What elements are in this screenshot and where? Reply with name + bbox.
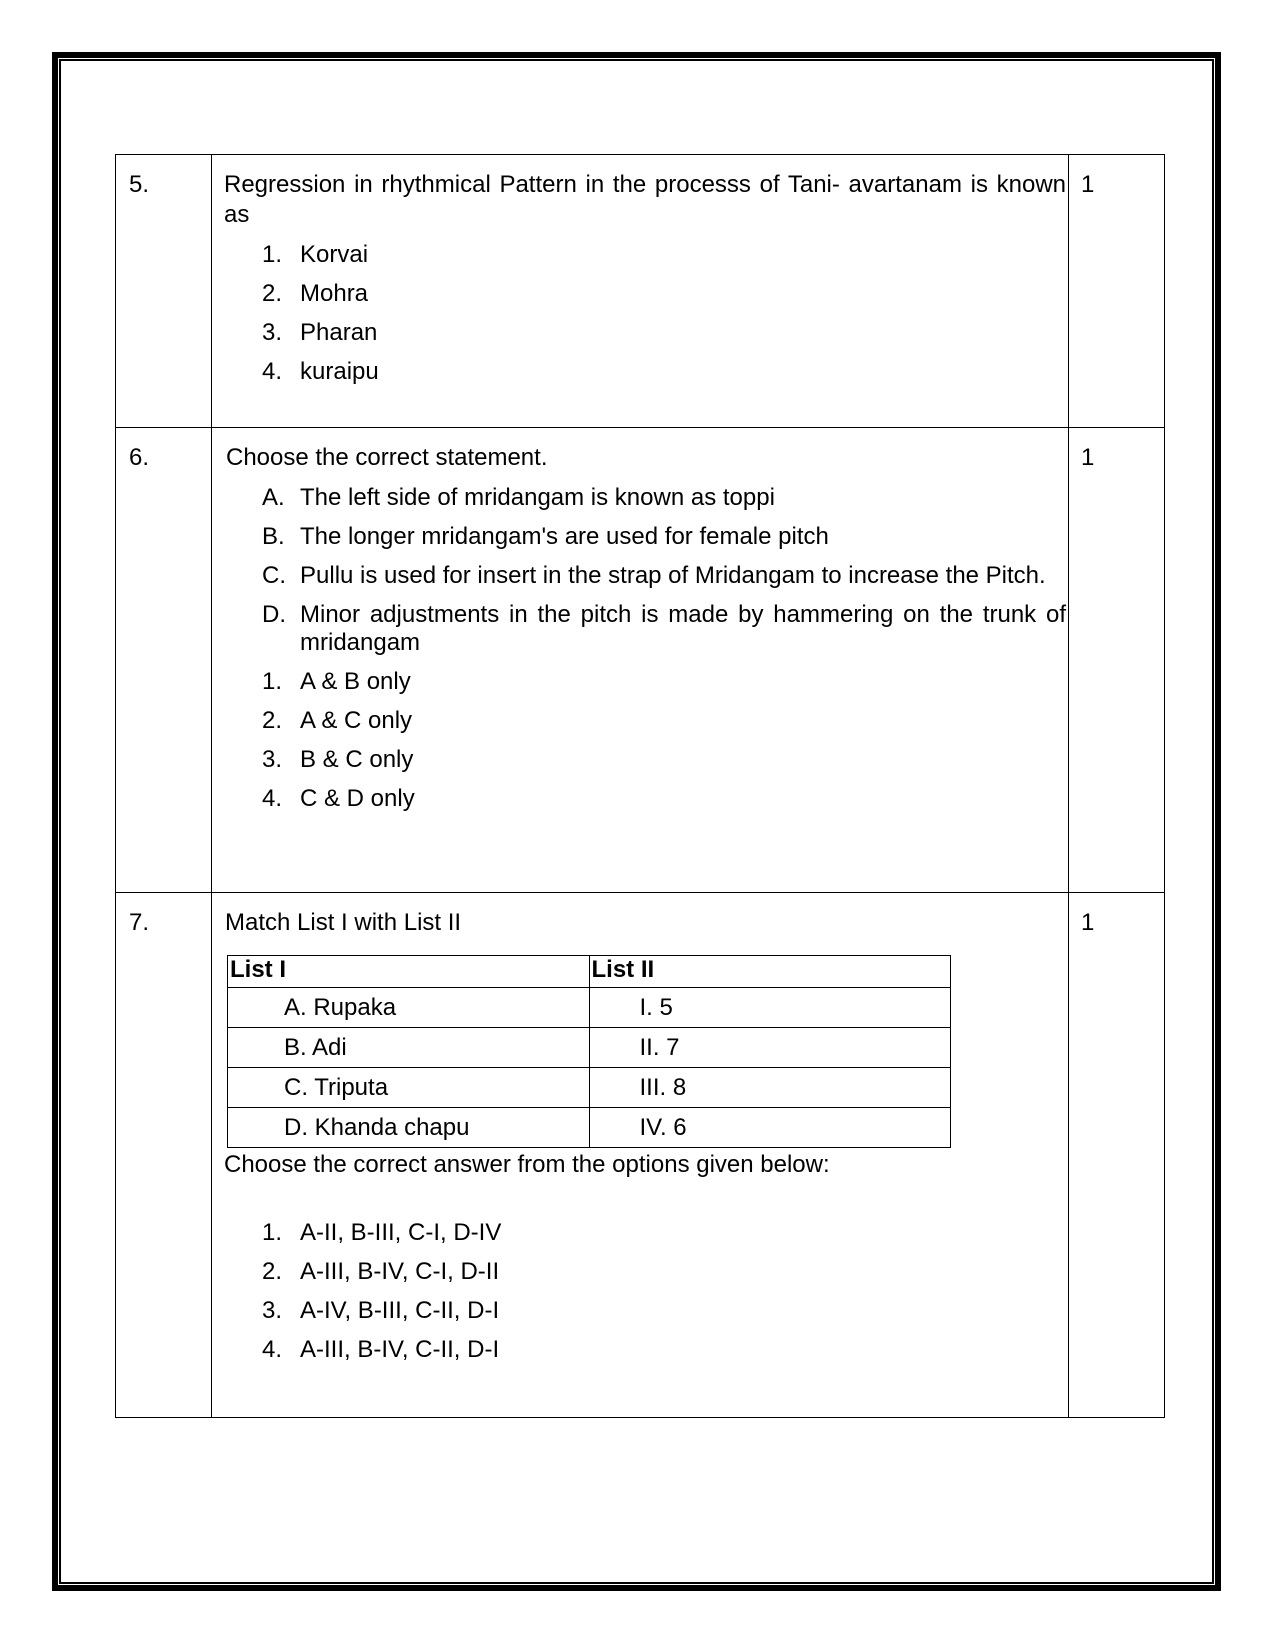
question-marks: 1: [1069, 893, 1165, 1418]
option-label: 4.: [262, 785, 283, 812]
option-text: A & C only: [300, 707, 413, 734]
match-row: [228, 1028, 951, 1068]
option-item: [224, 358, 1066, 386]
option-item: [224, 668, 1066, 696]
question-number: 7.: [116, 893, 212, 1418]
option-item: [224, 319, 1066, 347]
list-i-item: C. Triputa: [228, 1068, 590, 1108]
option-label: 3.: [262, 319, 283, 346]
option-item: [224, 746, 1066, 774]
option-item: [224, 1336, 1066, 1364]
option-label: 3.: [262, 746, 283, 773]
spacer: [224, 1180, 1066, 1208]
option-item: [224, 1297, 1066, 1325]
match-table: [227, 955, 951, 1148]
option-text: Korvai: [300, 241, 369, 268]
question-number: 5.: [116, 155, 212, 428]
list-i-item: B. Adi: [228, 1028, 590, 1068]
statement-text: Pullu is used for insert in the strap of Mridangam to increase the Pitch.: [300, 562, 1046, 589]
option-text: Pharan: [300, 319, 378, 346]
list-ii-header: List II: [589, 956, 951, 988]
option-text: A-III, B-IV, C-II, D-I: [300, 1336, 500, 1363]
question-table: [115, 154, 1165, 1418]
match-row: [228, 988, 951, 1028]
option-label: 4.: [262, 1336, 283, 1363]
option-label: 1.: [262, 241, 283, 268]
statement-item: [224, 562, 1066, 590]
question-body: [212, 893, 1069, 1418]
option-text: A-III, B-IV, C-I, D-II: [300, 1258, 500, 1285]
statement-label: B.: [262, 523, 285, 550]
statement-label: C.: [262, 562, 286, 589]
statement-item: [224, 601, 1066, 657]
option-label: 3.: [262, 1297, 283, 1324]
option-label: 2.: [262, 1258, 283, 1285]
option-text: A & B only: [300, 668, 411, 695]
option-item: [224, 1258, 1066, 1286]
list-i-item: A. Rupaka: [228, 988, 590, 1028]
statement-list: [224, 484, 1066, 657]
statement-text: The left side of mridangam is known as toppi: [300, 484, 775, 511]
statement-label: D.: [262, 601, 286, 628]
option-list: [224, 668, 1066, 813]
question-stem: Regression in rhythmical Pattern in the processs of Tani- avartanam is known as: [224, 171, 1066, 228]
option-label: 4.: [262, 358, 283, 385]
question-body: [212, 428, 1069, 893]
question-marks: 1: [1069, 155, 1165, 428]
statement-item: [224, 523, 1066, 551]
list-i-item: D. Khanda chapu: [228, 1108, 590, 1148]
option-text: A-II, B-III, C-I, D-IV: [300, 1219, 502, 1246]
option-item: [224, 707, 1066, 735]
question-row-5: [116, 155, 1165, 428]
instruction-text: Choose the correct answer from the options given below:: [224, 1151, 830, 1178]
option-label: 1.: [262, 668, 283, 695]
option-text: kuraipu: [300, 358, 379, 385]
question-row-7: [116, 893, 1165, 1418]
option-text: A-IV, B-III, C-II, D-I: [300, 1297, 500, 1324]
option-list: [224, 241, 1066, 386]
question-marks: 1: [1069, 428, 1165, 893]
option-item: [224, 1219, 1066, 1247]
option-text: B & C only: [300, 746, 414, 773]
option-item: [224, 280, 1066, 308]
option-label: 2.: [262, 280, 283, 307]
match-row: [228, 1108, 951, 1148]
list-i-header: List I: [228, 956, 590, 988]
list-ii-item: II. 7: [589, 1028, 951, 1068]
statement-text: The longer mridangam's are used for female pitch: [300, 523, 829, 550]
statement-text: Minor adjustments in the pitch is made by hammering on the trunk of mridangam: [300, 601, 1066, 656]
option-list: [224, 1219, 1066, 1364]
question-stem: Match List I with List II: [225, 909, 462, 936]
statement-label: A.: [262, 484, 285, 511]
option-label: 2.: [262, 707, 283, 734]
statement-item: [224, 484, 1066, 512]
match-row: [228, 1068, 951, 1108]
question-body: [212, 155, 1069, 428]
list-ii-item: III. 8: [589, 1068, 951, 1108]
option-label: 1.: [262, 1219, 283, 1246]
list-ii-item: IV. 6: [589, 1108, 951, 1148]
question-row-6: [116, 428, 1165, 893]
question-stem: Choose the correct statement.: [226, 444, 548, 471]
option-item: [224, 241, 1066, 269]
match-header-row: [228, 956, 951, 988]
option-text: C & D only: [300, 785, 415, 812]
option-text: Mohra: [300, 280, 369, 307]
list-ii-item: I. 5: [589, 988, 951, 1028]
question-number: 6.: [116, 428, 212, 893]
option-item: [224, 785, 1066, 813]
